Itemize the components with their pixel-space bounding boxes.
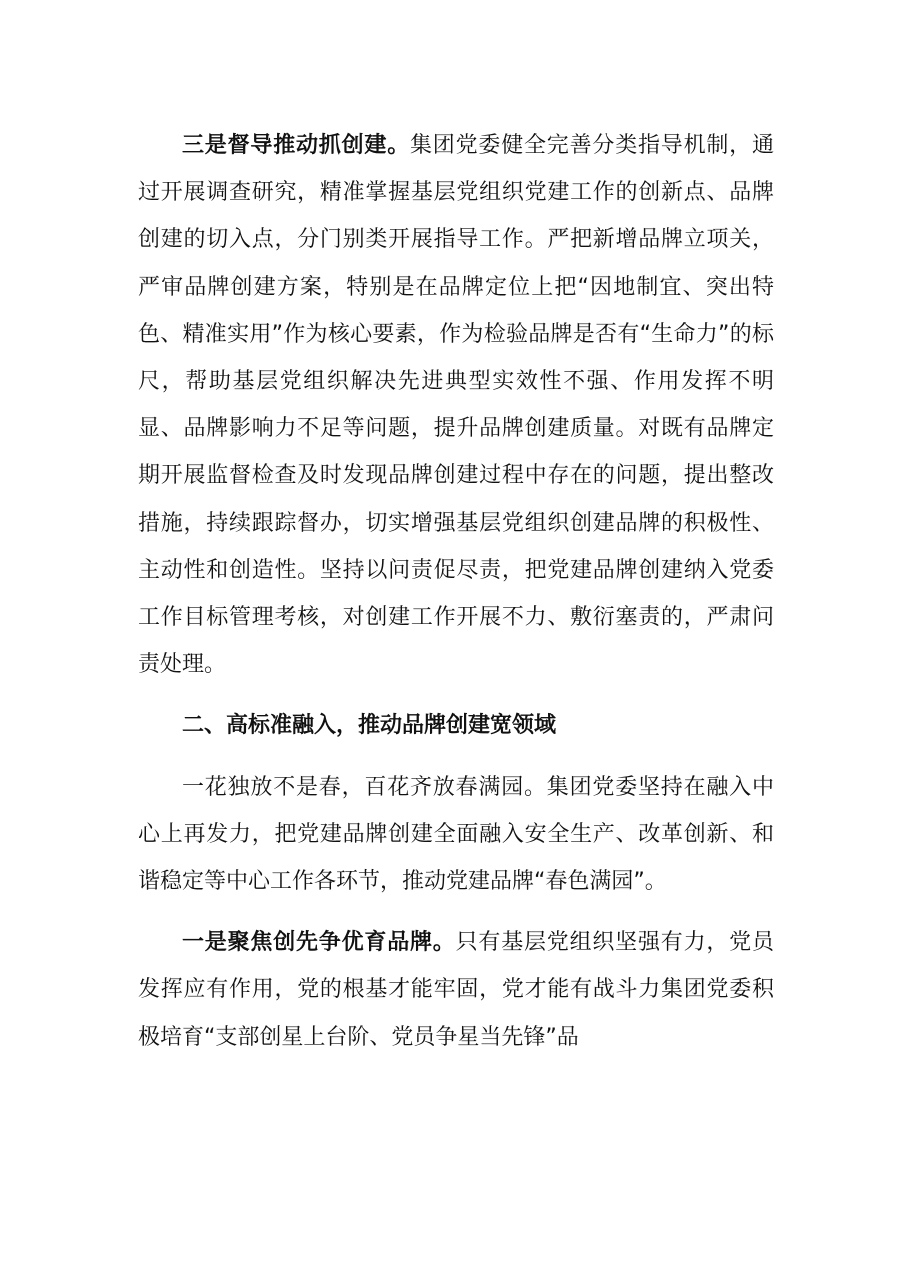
paragraph-body: 一花独放不是春，百花齐放春满园。集团党委坚持在融入中心上再发力，把党建品牌创建全面融入安全生产、改革创新、和谐稳定等中心工作各环节，推动党建品牌“春色满园”。 <box>138 774 774 895</box>
paragraph-lead: 一是聚焦创先争优育品牌。 <box>182 930 456 956</box>
paragraph-supervision <box>138 122 774 688</box>
paragraph-lead: 三是督导推动抓创建。 <box>182 133 410 158</box>
section-heading: 二、高标准融入，推动品牌创建宽领域 <box>182 713 557 739</box>
document-page <box>138 122 774 1061</box>
paragraph-excellence <box>138 919 774 1061</box>
paragraph-integration <box>138 764 774 906</box>
paragraph-body: 集团党委健全完善分类指导机制，通过开展调查研究，精准掌握基层党组织党建工作的创新点、品牌创建的切入点，分门别类开展指导工作。严把新增品牌立项关，严审品牌创建方案，特别是在品牌定位上把“因地制宜、突出特色、精准实用”作为核心要素，作为检验品牌是否有“生命力”的标尺，帮助基层党组织解决先进典型实效性不强、作用发挥不明显、品牌影响力不足等问题，提升品牌创建质量。对既有品牌定期开展监督检查及时发现品牌创建过程中存在的问题，提出整改措施，持续跟踪督办，切实增强基层党组织创建品牌的积极性、主动性和创造性。坚持以问责促尽责，把党建品牌创建纳入党委工作目标管理考核，对创建工作开展不力、敷衍塞责的，严肃问责处理。 <box>138 133 774 678</box>
paragraph-body: 只有基层党组织坚强有力，党员发挥应有作用，党的根基才能牢固，党才能有战斗力集团党委积极培育“支部创星上台阶、党员争星当先锋”品 <box>138 930 774 1050</box>
